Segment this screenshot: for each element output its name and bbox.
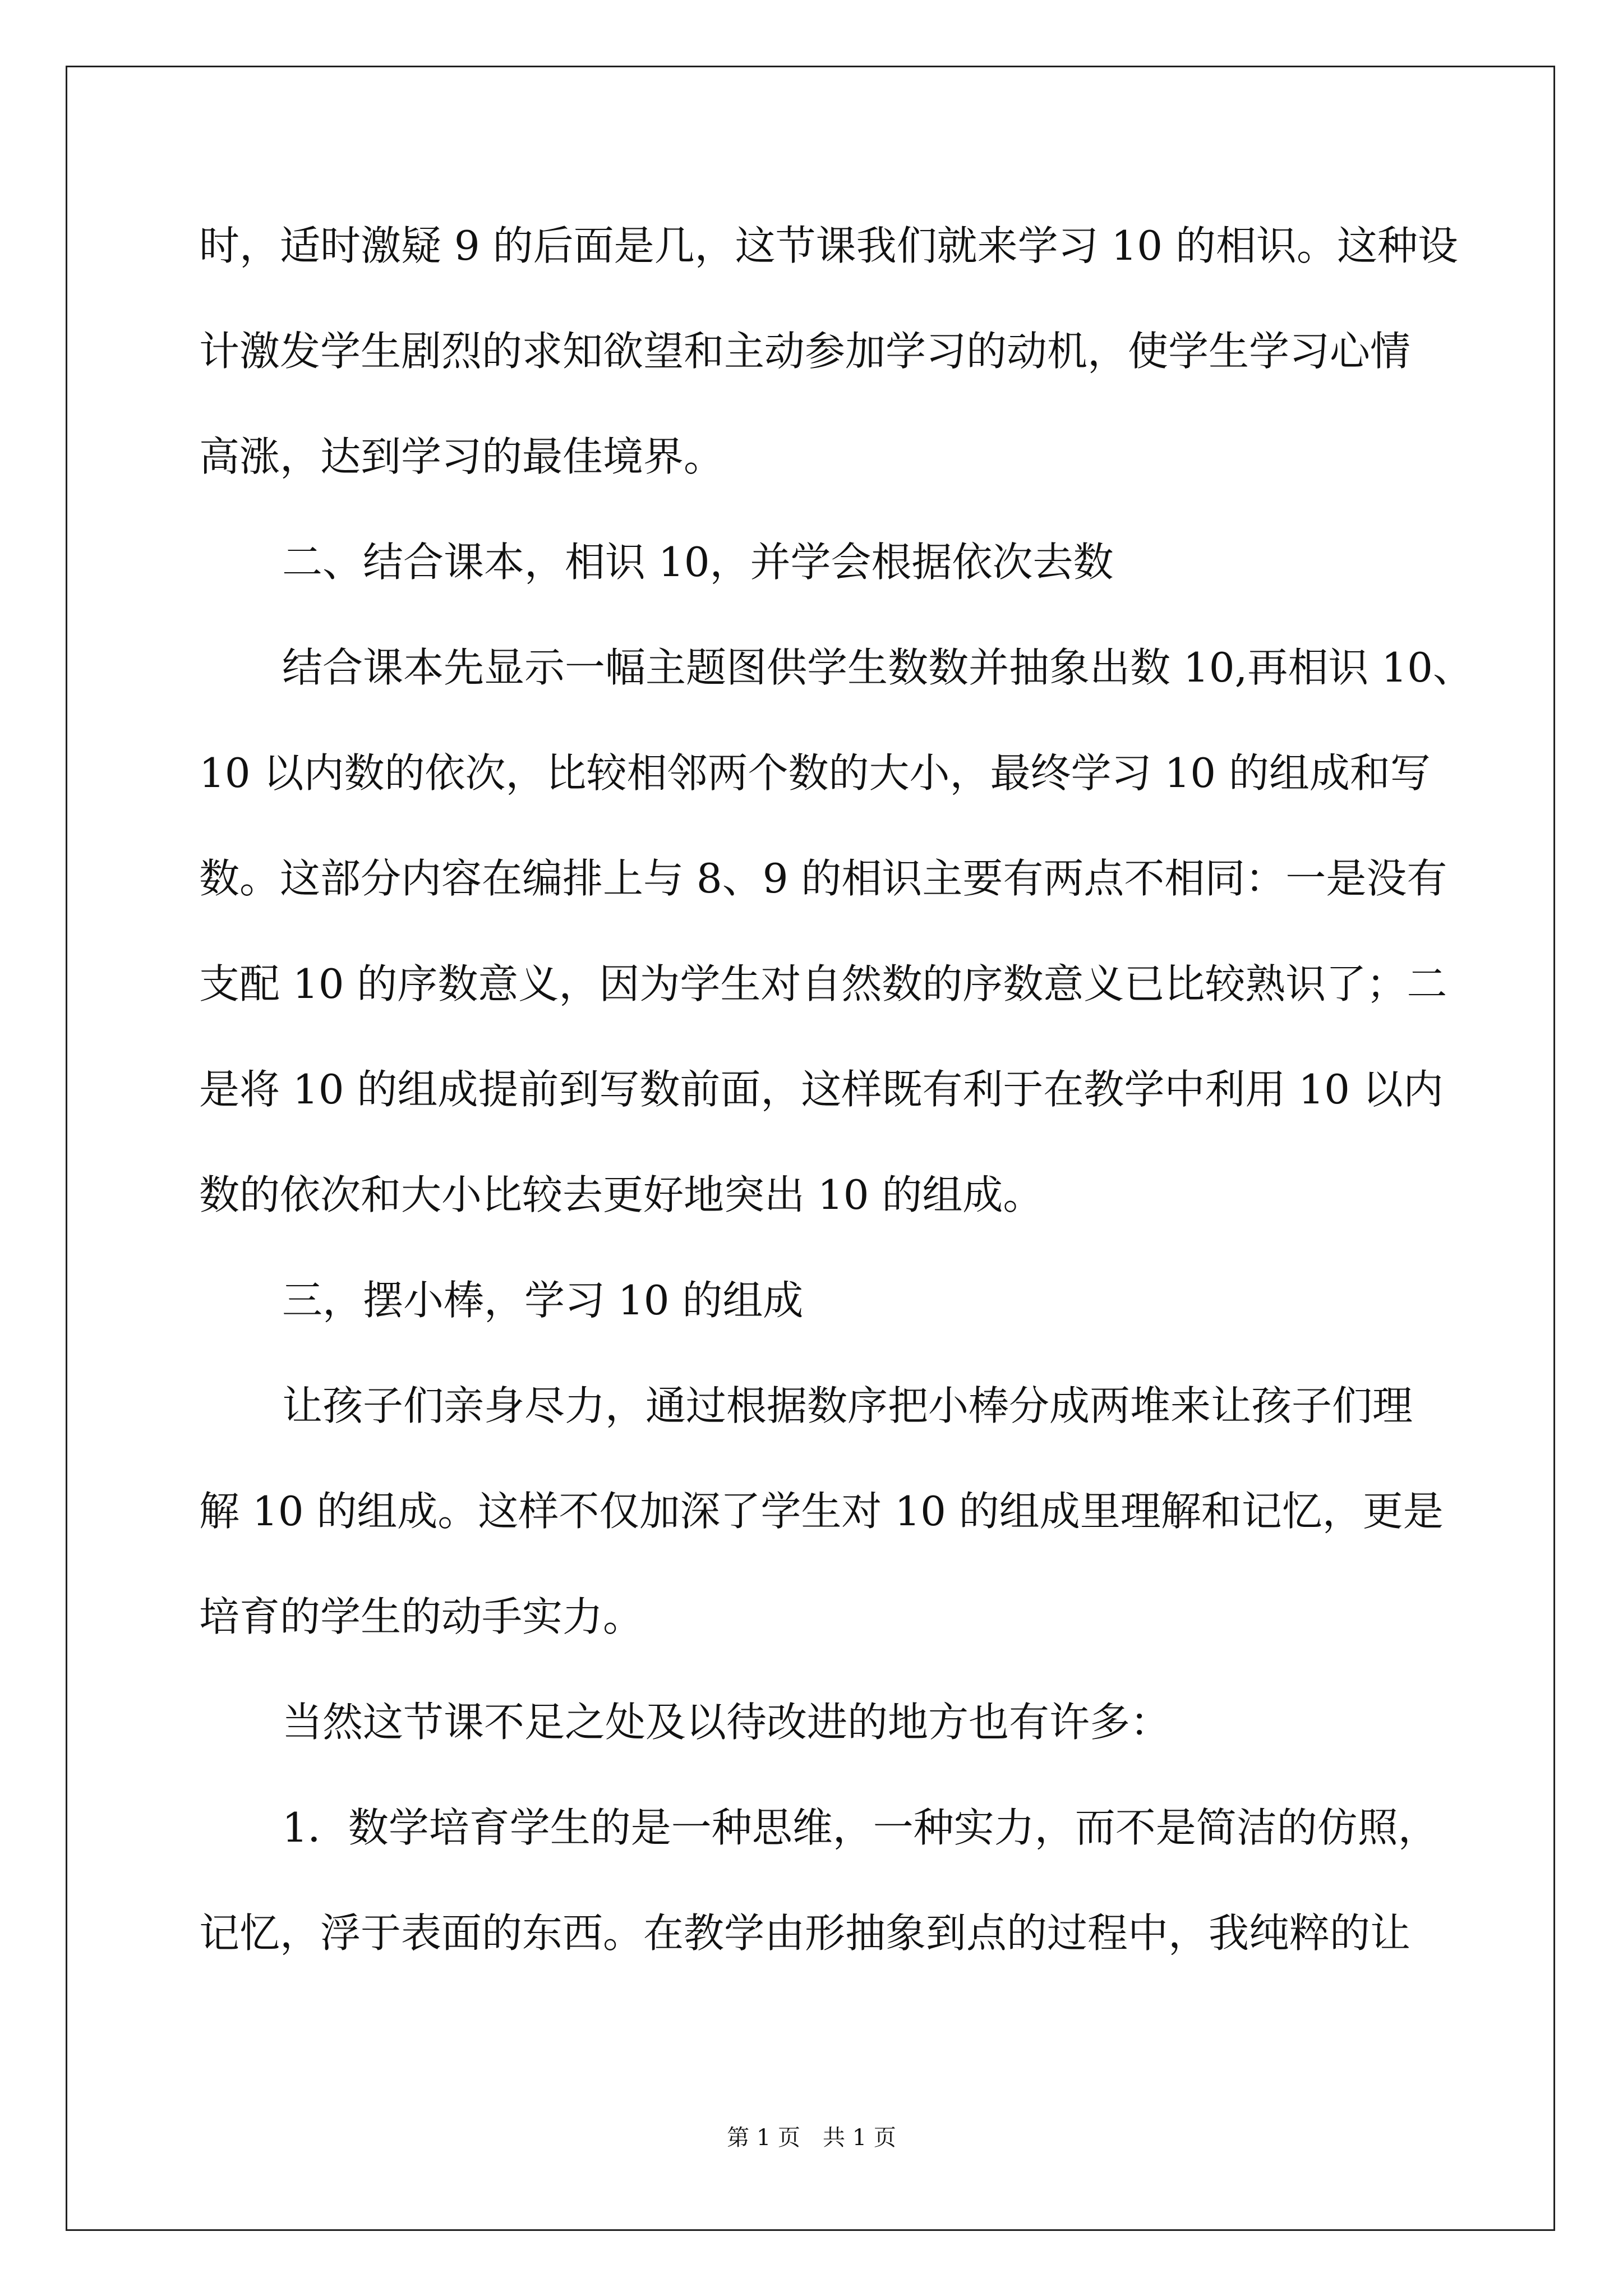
paragraph-line: 结合课本先显示一幅主题图供学生数数并抽象出数 10,再相识 10、 — [282, 644, 1473, 691]
paragraph-line: 是将 10 的组成提前到写数前面，这样既有利于在教学中利用 10 以内 — [199, 1066, 1444, 1113]
paragraph-line: 10 以内数的依次，比较相邻两个数的大小，最终学习 10 的组成和写 — [199, 749, 1431, 797]
paragraph-line: 解 10 的组成。这样不仅加深了学生对 10 的组成里理解和记忆，更是 — [199, 1488, 1444, 1535]
paragraph-line: 培育的学生的动手实力。 — [199, 1593, 644, 1640]
paragraph-line: 数。这部分内容在编排上与 8、9 的相识主要有两点不相同：一是没有 — [199, 855, 1447, 902]
section-heading: 三，摆小棒，学习 10 的组成 — [282, 1277, 804, 1324]
paragraph-line: 支配 10 的序数意义，因为学生对自然数的序数意义已比较熟识了；二 — [199, 960, 1447, 1007]
paragraph-line: 当然这节课不足之处及以待改进的地方也有许多： — [282, 1699, 1171, 1746]
paragraph-line: 1．数学培育学生的是一种思维，一种实力，而不是简洁的仿照， — [282, 1804, 1438, 1851]
paragraph-line: 让孩子们亲身尽力，通过根据数序把小棒分成两堆来让孩子们理 — [282, 1382, 1413, 1429]
section-heading: 二、结合课本，相识 10，并学会根据依次去数 — [282, 539, 1114, 586]
paragraph-line: 高涨，达到学习的最佳境界。 — [199, 433, 725, 480]
page-number-footer: 第 1 页 共 1 页 — [727, 2125, 896, 2151]
paragraph-line: 时，适时激疑 9 的后面是几，这节课我们就来学习 10 的相识。这种设 — [199, 222, 1458, 269]
paragraph-line: 数的依次和大小比较去更好地突出 10 的组成。 — [199, 1171, 1044, 1218]
paragraph-line: 记忆，浮于表面的东西。在教学由形抽象到点的过程中，我纯粹的让 — [199, 1910, 1411, 1957]
paragraph-line: 计激发学生剧烈的求知欲望和主动参加学习的动机，使学生学习心情 — [199, 328, 1411, 375]
